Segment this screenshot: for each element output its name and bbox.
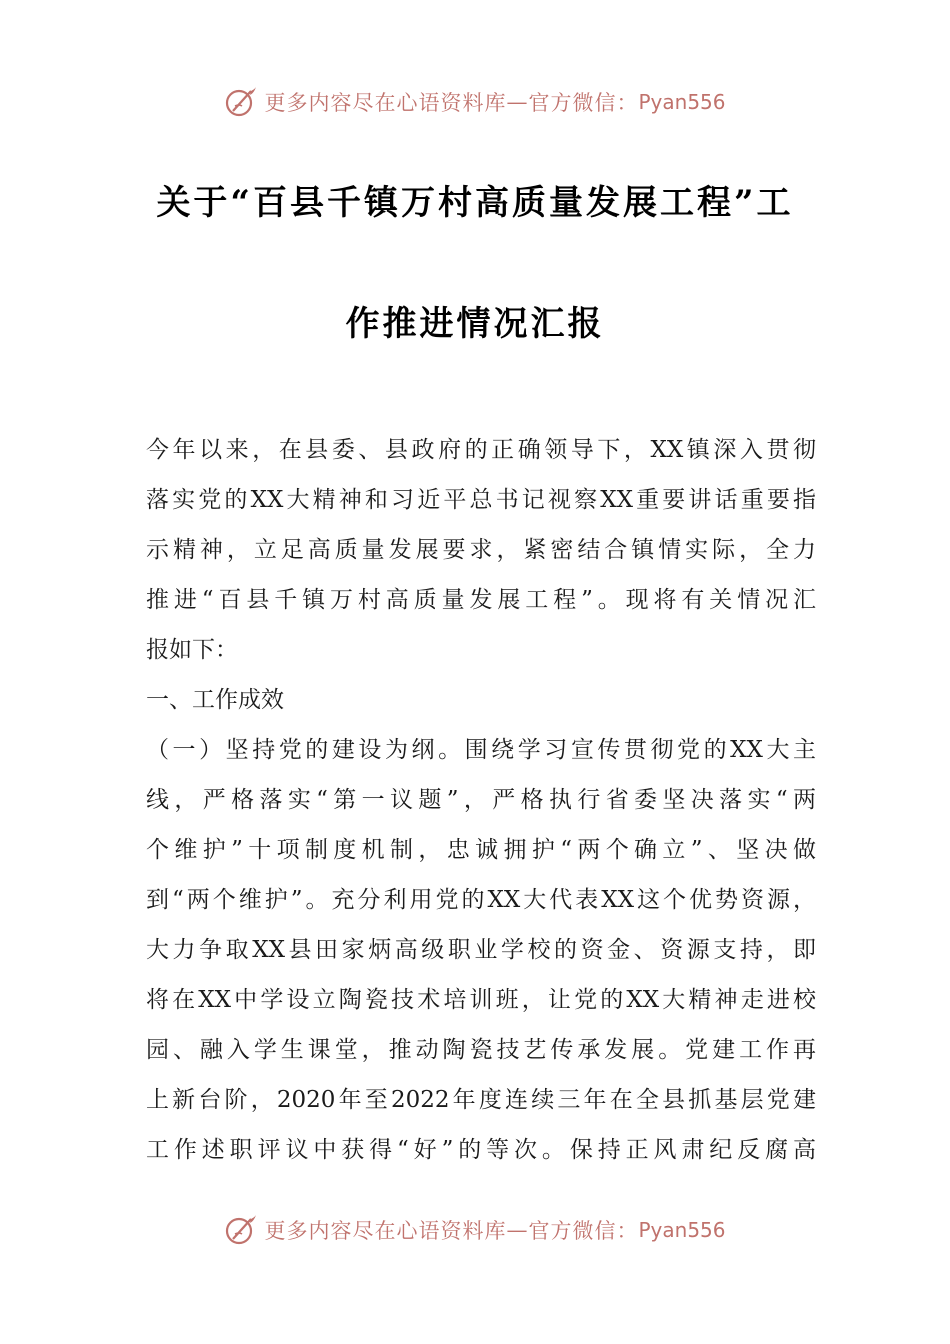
document-title-line-2: 作推进情况汇报 <box>345 304 605 344</box>
watermark-banner-top <box>0 82 950 122</box>
section-heading: 一、工作成效 <box>146 687 284 713</box>
quill-logo-icon <box>224 1213 258 1247</box>
body-line: 线，严格落实“第一议题”，严格执行省委坚决落实“两 <box>146 787 816 813</box>
body-line: 今年以来，在县委、县政府的正确领导下，XX镇深入贯彻 <box>146 437 816 463</box>
watermark-dash: — <box>506 90 529 114</box>
watermark-brand: 更多内容尽在心语资料库 <box>264 91 507 115</box>
watermark-dash: — <box>506 1218 529 1242</box>
body-line: 将在XX中学设立陶瓷技术培训班，让党的XX大精神走进校 <box>146 987 816 1013</box>
body-line: 推进“百县千镇万村高质量发展工程”。现将有关情况汇 <box>146 587 816 613</box>
document-body <box>146 425 816 1175</box>
quill-logo-icon <box>224 85 258 119</box>
watermark-official: 官方微信： <box>528 91 639 115</box>
watermark-official: 官方微信： <box>528 1219 639 1243</box>
body-line: 大力争取XX县田家炳高级职业学校的资金、资源支持，即 <box>146 937 816 963</box>
body-line: 到“两个维护”。充分利用党的XX大代表XX这个优势资源， <box>146 887 816 913</box>
watermark-brand: 更多内容尽在心语资料库 <box>264 1219 507 1243</box>
body-line: 报如下： <box>146 637 238 663</box>
watermark-wechat-id: Pyan556 <box>638 90 726 114</box>
body-line: 上新台阶，2020年至2022年度连续三年在全县抓基层党建 <box>146 1087 816 1113</box>
body-line: 落实党的XX大精神和习近平总书记视察XX重要讲话重要指 <box>146 487 816 513</box>
watermark-banner-bottom <box>0 1210 950 1250</box>
document-title-line-1: 关于“百县千镇万村高质量发展工程”工 <box>156 183 794 223</box>
body-line: 示精神，立足高质量发展要求，紧密结合镇情实际，全力 <box>146 537 816 563</box>
body-line: 个维护”十项制度机制，忠诚拥护“两个确立”、坚决做 <box>146 837 816 863</box>
body-line: （一）坚持党的建设为纲。围绕学习宣传贯彻党的XX大主 <box>146 737 816 763</box>
body-line: 工作述职评议中获得“好”的等次。保持正风肃纪反腐高 <box>146 1137 816 1163</box>
watermark-wechat-id: Pyan556 <box>638 1218 726 1242</box>
body-line: 园、融入学生课堂，推动陶瓷技艺传承发展。党建工作再 <box>146 1037 816 1063</box>
